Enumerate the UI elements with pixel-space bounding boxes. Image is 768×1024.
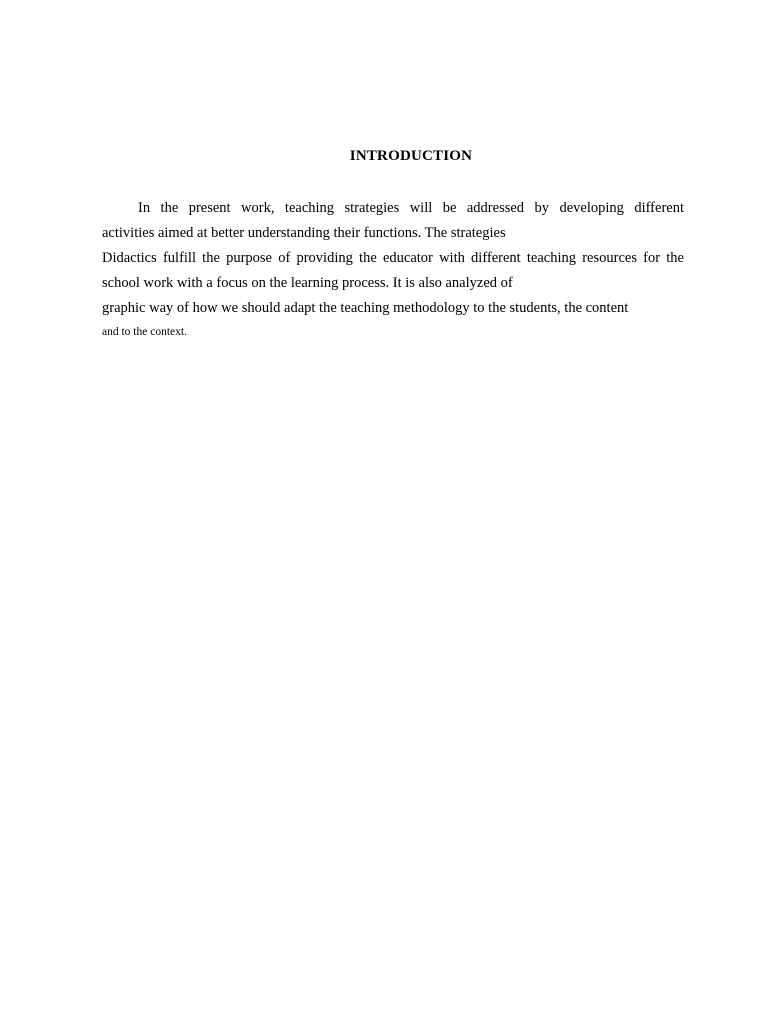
paragraph-line-5 — [102, 296, 684, 321]
text-line: and to the context. — [102, 326, 187, 338]
text-line: In the present work, teaching strategies will be addressed by developing different — [138, 200, 684, 216]
paragraph-line-2 — [102, 221, 684, 246]
paragraph-line-4 — [102, 271, 684, 296]
paragraph-line-6 — [102, 322, 684, 342]
paragraph-line-1 — [102, 196, 684, 221]
text-line: graphic way of how we should adapt the teaching methodology to the students, the content — [102, 300, 629, 316]
text-line: activities aimed at better understanding their functions. The strategies — [102, 225, 506, 241]
page-title: INTRODUCTION — [349, 148, 473, 164]
paragraph-line-3 — [102, 246, 684, 271]
text-line: school work with a focus on the learning process. It is also analyzed of — [102, 275, 513, 291]
text-line: Didactics fulfill the purpose of providing the educator with different teaching resources for the — [102, 250, 684, 266]
